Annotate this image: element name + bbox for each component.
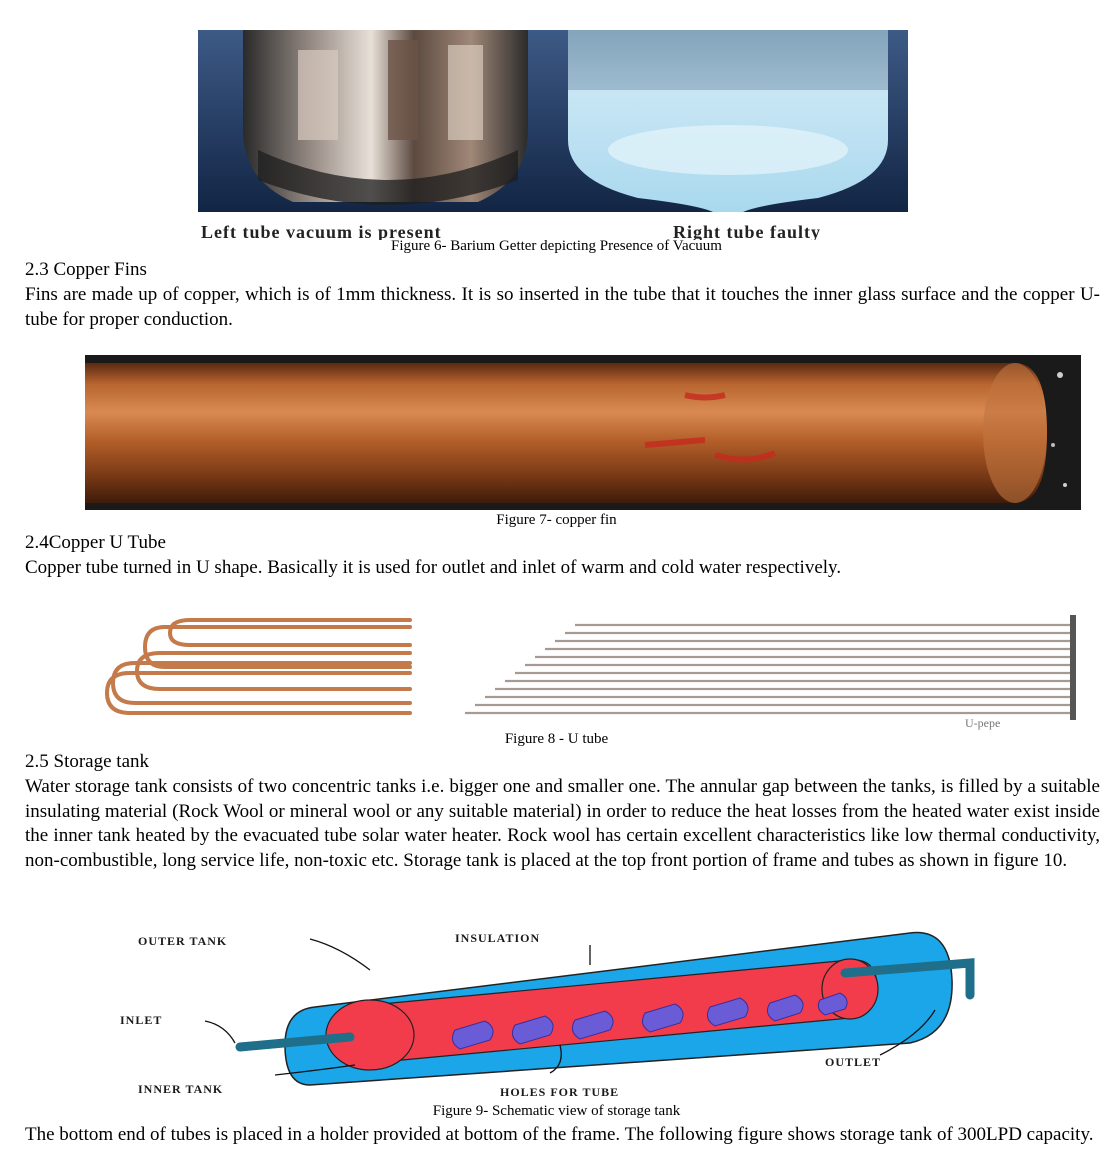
figure-7: [85, 355, 1081, 510]
figure-8: [85, 605, 1081, 735]
storage-tank-schematic: [120, 925, 990, 1105]
figure-9: [120, 925, 990, 1105]
figure-6-left-label: Left tube vacuum is present: [201, 222, 442, 240]
label-outlet: OUTLET: [825, 1055, 882, 1069]
label-holes-for-tube: HOLES FOR TUBE: [500, 1085, 620, 1099]
section-heading-storage-tank: 2.5 Storage tank: [25, 751, 150, 772]
copper-fin-photo: [85, 355, 1081, 510]
section-body-copper-u-tube: Copper tube turned in U shape. Basically it is used for outlet and inlet of warm and cold water respectively.: [25, 557, 842, 578]
section-heading-copper-u-tube: 2.4Copper U Tube: [25, 532, 166, 553]
label-inlet: INLET: [120, 1013, 163, 1027]
closing-paragraph: The bottom end of tubes is placed in a holder provided at bottom of the frame. The following figure shows storage tank of 300LPD capacity.: [25, 1124, 1094, 1145]
label-insulation: INSULATION: [455, 931, 541, 945]
label-outer-tank: OUTER TANK: [138, 934, 228, 948]
figure-8-caption: Figure 8 - U tube: [504, 731, 609, 747]
u-tube-photo: [85, 605, 1081, 735]
figure-9-caption: Figure 9- Schematic view of storage tank: [432, 1103, 681, 1119]
section-body-storage-tank: Water storage tank consists of two concentric tanks i.e. bigger one and smaller one. The annular gap between the tanks, is filled by a suitable insulating material (Rock Wool or mineral wool or any suitable material) in order to reduce the heat losses from the heated water exist inside the inner tank heated by the evacuated tube solar water heater. Rock wool has certain excellent characteristics like low thermal conductivity, non-combustible, long service life, non-toxic etc. Storage tank is placed at the top front portion of frame and tubes as shown in figure 10.: [25, 776, 1100, 871]
figure-6-right-label: Right tube faulty: [673, 222, 822, 240]
figure-7-caption: Figure 7- copper fin: [496, 512, 617, 528]
barium-getter-photo: [198, 30, 908, 240]
figure-6-caption: Figure 6- Barium Getter depicting Presence of Vacuum: [391, 238, 722, 254]
section-body-copper-fins: Fins are made up of copper, which is of 1mm thickness. It is so inserted in the tube that it touches the inner glass surface and the copper U-tube for proper conduction.: [25, 284, 1100, 330]
section-heading-copper-fins: 2.3 Copper Fins: [25, 259, 147, 280]
label-inner-tank: INNER TANK: [138, 1082, 224, 1096]
figure-8-label: U-pepe: [965, 716, 1001, 730]
figure-6: [198, 30, 908, 240]
